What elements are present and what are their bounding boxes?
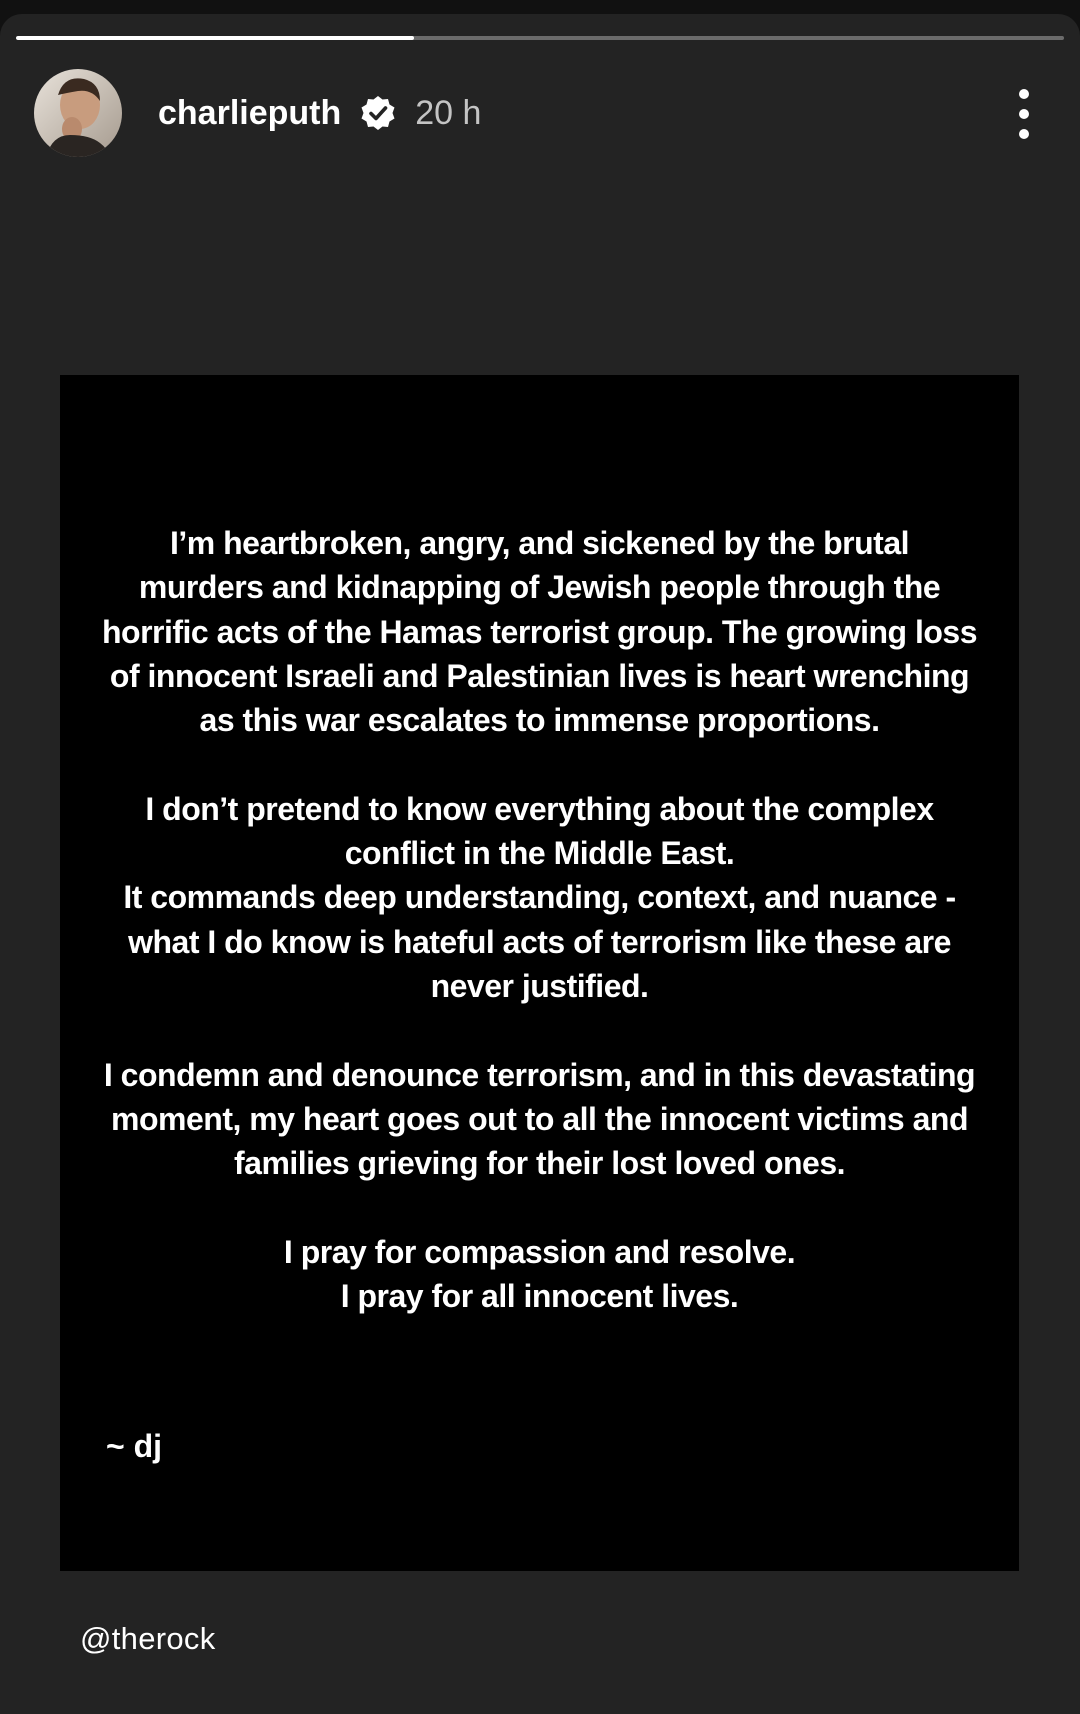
story-header [34,68,481,158]
paragraph-2 [90,787,989,1008]
text-line: murders and kidnapping of Jewish people through the [138,569,941,606]
text-line: what I do know is hateful acts of terrorism like these are [128,923,951,960]
text-line: I pray for compassion and resolve. [283,1233,796,1270]
text-line: moment, my heart goes out to all the innocent victims and [111,1100,968,1137]
statement-card [60,375,1019,1571]
story-progress-fill [16,36,414,40]
story-timestamp: 20 h [415,93,482,132]
more-options-button[interactable] [1012,86,1036,142]
paragraph-3 [90,1053,989,1186]
mention-sticker[interactable]: @therock [80,1621,216,1656]
more-vertical-icon [1012,86,1036,142]
text-line: of innocent Israeli and Palestinian lives is heart wrenching [109,657,970,694]
username[interactable]: charlieputh [158,93,342,132]
statement-text [90,521,989,1318]
paragraph-1 [90,521,989,742]
signature: ~ dj [106,1428,163,1464]
text-line: It commands deep understanding, context, and nuance - [123,879,956,916]
text-line: I pray for all innocent lives. [340,1278,739,1315]
text-line: horrific acts of the Hamas terrorist group. The growing loss [101,613,978,650]
paragraph-4 [90,1230,989,1319]
verified-badge-icon [359,94,397,132]
story-viewer[interactable] [0,14,1080,1714]
text-line: families grieving for their lost loved ones. [233,1145,846,1182]
story-progress-bar [16,36,1064,40]
text-line: I condemn and denounce terrorism, and in this devastating [103,1056,976,1093]
text-line: never justified. [430,967,649,1004]
text-line: I’m heartbroken, angry, and sickened by the brutal [169,525,910,561]
text-line: as this war escalates to immense proportions. [199,702,880,739]
text-line: conflict in the Middle East. [344,835,735,872]
text-line: I don’t pretend to know everything about the complex [145,790,934,827]
avatar[interactable] [34,69,122,157]
